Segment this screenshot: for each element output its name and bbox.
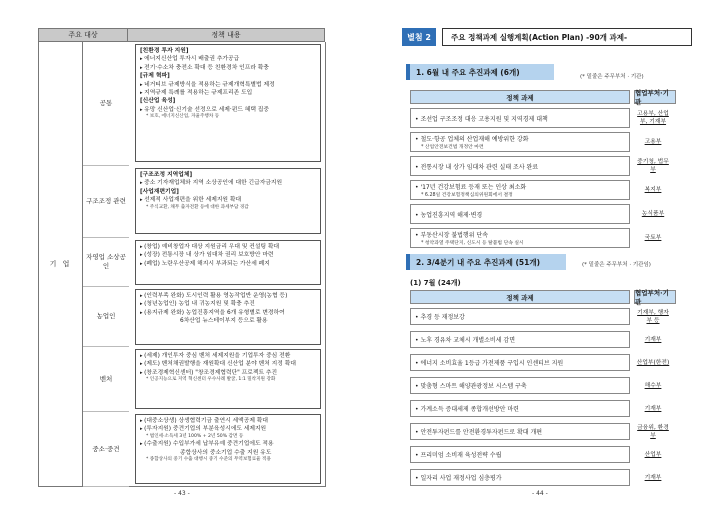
task-text: • 안전투자펀드를 안전환경투자펀드로 확대 개편	[415, 427, 625, 436]
task-cell	[410, 354, 630, 371]
task-subnote: * 6.28일 건강보험정책심의위원회에서 결정	[421, 193, 513, 198]
table-row	[410, 156, 669, 176]
page-number-right: - 44 -	[532, 490, 548, 497]
policy-item: ▸ 전기·수소차 충전소 확대 등 친환경차 인프라 확충	[140, 64, 316, 72]
policy-footnote: * 종합상사의 중기 수출 대행시 중기 수준의 무역보험료율 적용	[146, 457, 271, 463]
task-text: • 추경 등 재정보강	[415, 312, 625, 321]
dept-cell: 중기청, 법무부	[637, 159, 669, 173]
policy-footnote: * 보호, 에너지신산업, 자율주행차 등	[146, 114, 220, 120]
dept-cell: 기재부	[644, 474, 662, 481]
table-row	[410, 331, 666, 348]
task-cell	[410, 108, 630, 128]
task-text: • 프리미엄 소비재 육성전략 수립	[415, 450, 625, 459]
task-text: • 농업진흥지역 해제·변경	[415, 210, 625, 219]
task-cell	[410, 469, 630, 486]
subcategory: 자영업 소상공인	[83, 238, 129, 287]
policy-item: ▸ (청년농업인) 농업 내 귀농지원 및 확충 추진	[140, 300, 316, 308]
table-row	[410, 400, 666, 417]
task-cell	[410, 377, 630, 394]
subcategory: 벤처	[83, 347, 129, 412]
task-text: • '17년 건강보험료 등재 또는 인상 최소화	[415, 182, 625, 191]
policy-box	[135, 289, 321, 345]
task-subnote: * 청약과열 주택단지, 신도시 등 탈불법 단속 실시	[421, 241, 524, 246]
table-row	[410, 204, 666, 224]
appendix-badge: 별첨 2	[402, 28, 436, 46]
s2-col-task: 정책 과제	[410, 290, 630, 304]
section-1-title: 1. 6월 내 주요 추진과제 (6개)	[406, 64, 554, 80]
page-number-left: - 43 -	[174, 490, 190, 497]
dept-cell: 고용부, 산업부, 기재부	[637, 111, 669, 125]
appendix-title-bar	[402, 28, 692, 46]
section-2-title: 2. 3/4분기 내 주요 추진과제 (51개)	[406, 254, 566, 270]
task-cell	[410, 132, 630, 152]
task-text: • 맞춤형 스마트 해양관광정보 시스템 구축	[415, 381, 625, 390]
policy-footnote: * 주식교환, 채무 출자전환 등에 대한 과세부담 경감	[146, 204, 249, 210]
table-row	[410, 446, 666, 463]
task-text: • 부동산시장 불법행위 단속	[415, 230, 625, 239]
right-page	[402, 28, 692, 482]
dept-cell: 고용부	[644, 139, 662, 145]
table-row	[410, 354, 670, 371]
table-row	[410, 228, 666, 248]
task-subnote: * 산업안전보건법 개정안 마련	[421, 145, 484, 150]
dept-cell: 기재부, 행자부 등	[637, 309, 669, 324]
policy-item: ▸ (폐업) 노란우산공제 해지시 부과되는 가산세 폐지	[140, 260, 316, 268]
header-policy: 정책 내용	[127, 28, 325, 42]
policy-heading: [구조조정 지역업체]	[140, 172, 193, 178]
task-text: • 에너지 소비효율 1등급 가전제품 구입시 인센티브 지원	[415, 358, 625, 367]
table-row	[410, 423, 669, 440]
task-cell	[410, 180, 630, 200]
policy-box	[135, 414, 321, 484]
main-category: 기 업	[39, 42, 83, 486]
policy-footnote: * 인공지능으로 지역 혁신센터 우수사례 발굴, 1:1 밀착지원 강화	[146, 377, 276, 383]
task-text: • 조선업 구조조정 대응 고용지원 및 지역경제 대책	[415, 114, 625, 123]
left-page	[38, 28, 326, 487]
policy-heading: [사업재편기업]	[140, 188, 179, 195]
dept-cell: 산업부(한전)	[636, 359, 670, 366]
policy-item: ▸ (대중소상생) 상생협력기금 출연시 세액공제 확대	[140, 417, 316, 425]
policy-box	[135, 44, 321, 162]
task-cell	[410, 446, 630, 463]
policy-item: ▸ 유망 신산업·신기술 선정으로 세제·펀드 혜택 집중	[140, 106, 316, 114]
table-row	[410, 108, 669, 128]
task-text: • 노후 경유차 교체시 개별소비세 감면	[415, 335, 625, 344]
s2-col-dept: 협업부처·기관	[634, 290, 676, 304]
task-text: • 일자리 사업 재정사업 심층평가	[415, 473, 625, 482]
policy-item: ▸ (성장) 전통시장 내 상가 임대차 권리 보호방안 마련	[140, 251, 316, 259]
policy-item: ▸ 네거티브 규제방식을 적용하는 규제개혁특별법 제정	[140, 81, 316, 89]
policy-item: 종합상사의 중소기업 수출 지원 유도	[180, 449, 272, 456]
left-table-body	[38, 42, 326, 487]
task-cell	[410, 331, 630, 348]
policy-item: ▸ (창조경제혁신센터) "창조경제협력단" 프로젝트 추진	[140, 369, 316, 377]
appendix-title: 주요 정책과제 실행계획(Action Plan) -90개 과제-	[442, 28, 692, 46]
table-row	[410, 308, 669, 325]
policy-item: ▸ (세제) 개인투자 중심 벤처 세제지원을 기업투자 중심 전환	[140, 352, 316, 360]
header-target: 주요 대상	[38, 28, 128, 42]
dept-cell: 산업부	[644, 451, 662, 458]
policy-item: ▸ (인력부족 완화) 도시인력 활용 영농작업반 운영(농협 등)	[140, 292, 316, 300]
table-row	[410, 469, 666, 486]
task-cell	[410, 308, 630, 325]
policy-item: ▸ (투자지원) 중견기업의 부분육성시에도 세제지원	[140, 425, 316, 433]
left-table-header	[38, 28, 326, 42]
table-row	[410, 180, 666, 200]
policy-item: ▸ (창업) 예비창업자 대상 지원금리 우대 및 컨설팅 확대	[140, 243, 316, 251]
dept-cell: 국토부	[644, 235, 662, 241]
policy-box	[135, 349, 321, 409]
dept-cell: 해수부	[644, 382, 662, 389]
table-row	[410, 377, 666, 394]
dept-cell: 복지부	[644, 187, 662, 193]
policy-item: ▸ 선제적 사업재편을 위한 세제지원 확대	[140, 196, 316, 204]
dept-cell: 기재부	[644, 336, 662, 343]
section-2-note: (* 밑줄은 주무부처 · 기관임)	[582, 262, 651, 268]
policy-item: ▸ 에너지신산업 투자시 배출권 추가공급	[140, 55, 316, 63]
task-text: • 전통시장 내 상가 임대차 관련 실태 조사 완료	[415, 162, 625, 171]
policy-item: ▸ (제도) 벤처채권발행을 재원확대 신산업 분야 벤처 지정 확대	[140, 360, 316, 368]
section-1-note: (* 밑줄은 주무부처 · 기관)	[580, 74, 644, 80]
dept-cell: 농식품부	[641, 211, 665, 217]
subcategory: 구조조정 관련	[83, 166, 129, 238]
policy-item: 6차산업 뉴스테이부지 등으로 활용	[180, 318, 268, 325]
task-cell	[410, 204, 630, 224]
s1-col-task: 정책 과제	[410, 90, 630, 104]
task-cell	[410, 156, 630, 176]
dept-cell: 금융위, 환경부	[637, 424, 669, 439]
month-subheading: (1) 7월 (24개)	[410, 279, 461, 287]
dept-cell: 기재부	[644, 405, 662, 412]
task-cell	[410, 400, 630, 417]
task-text: • 철도·항공 업체의 산업재해 예방위한 강화	[415, 134, 625, 143]
subcategory: 농업인	[83, 287, 129, 347]
policy-box	[135, 168, 321, 234]
subcategory: 공통	[83, 42, 129, 166]
policy-item: ▸ 지역규제 특례를 적용하는 규제프리존 도입	[140, 89, 316, 97]
policy-heading: [규제 혁파]	[140, 73, 170, 80]
s1-col-dept: 협업부처·기관	[634, 90, 676, 104]
policy-item: ▸ (용지규제 완화) 농업진흥지역을 6개 유형별로 변경하여	[140, 309, 316, 317]
table-row	[410, 132, 666, 152]
task-cell	[410, 228, 630, 248]
task-cell	[410, 423, 630, 440]
task-text: • 가계소득 증대세제 종합개선방안 마련	[415, 404, 625, 413]
policy-item: ▸ 중소 기자재업체와 지역 소상공인에 대한 긴급자금지원	[140, 179, 316, 187]
policy-item: ▸ (수출지원) 수입부가세 납부유예 중견기업에도 적용	[140, 440, 316, 448]
policy-box	[135, 240, 321, 285]
policy-heading: [친환경 투자 지원]	[140, 48, 189, 54]
subcategory: 중소·중견	[83, 412, 129, 487]
policy-footnote: * 법인세·소득세 3년 100% + 2년 50% 감면 등	[146, 433, 244, 439]
policy-heading: [신산업 육성]	[140, 98, 176, 105]
